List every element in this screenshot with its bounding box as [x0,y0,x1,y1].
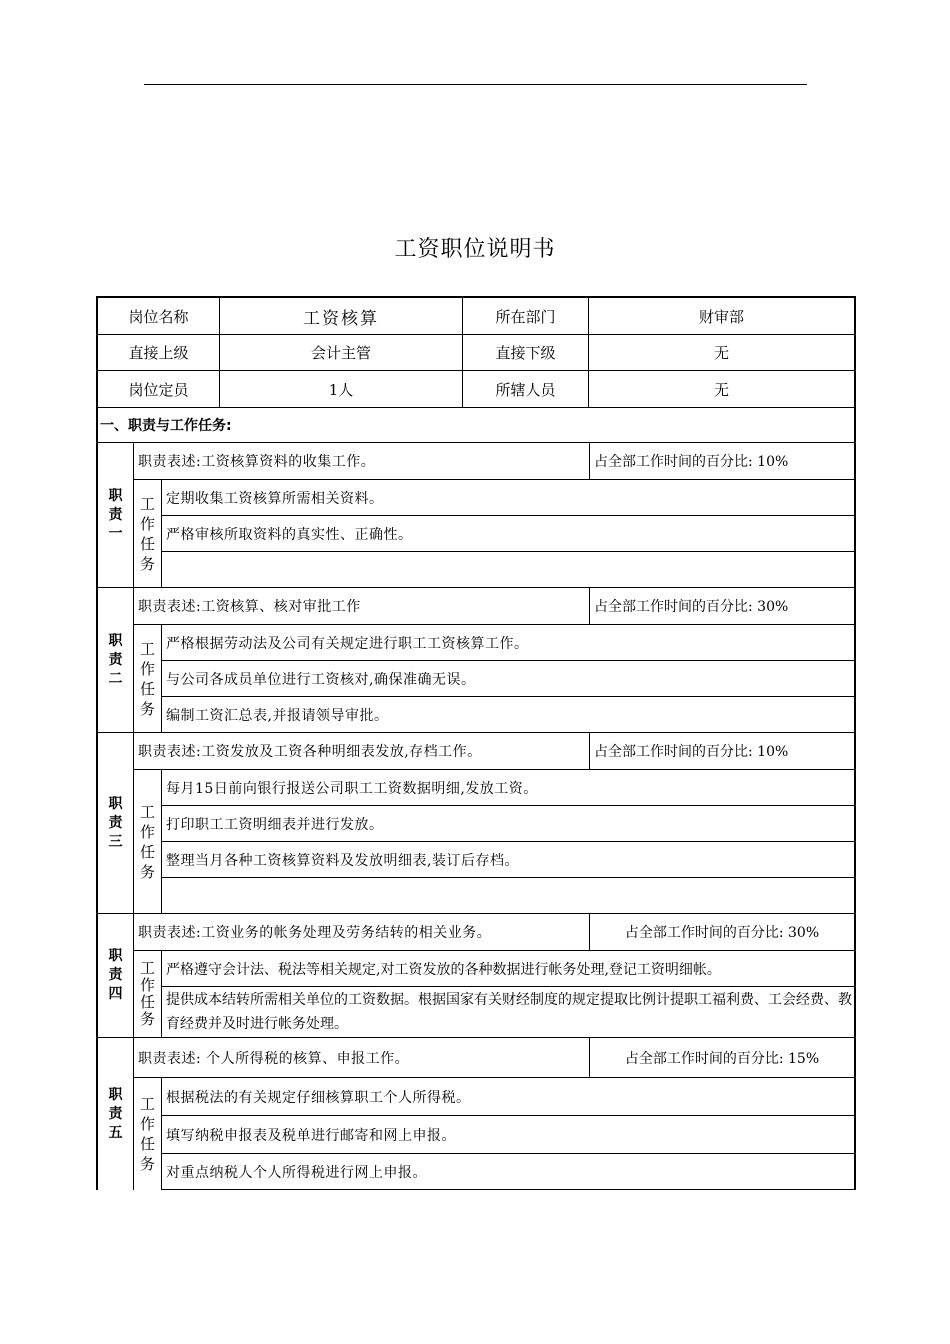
duty-2-task-2: 与公司各成员单位进行工资核对,确保准确无误。 [162,661,854,697]
header-rule [144,84,807,85]
section-heading: 一、职责与工作任务: [98,408,854,443]
duty-1-label: 职 责 一 [98,443,134,588]
label-headcount: 岗位定员 [98,371,220,408]
duty-5-task-1: 根据税法的有关规定仔细核算职工个人所得税。 [162,1078,854,1116]
duty-1-task-label: 工 作 任 务 [134,480,162,588]
duty-4-task-label: 工 作 任 务 [134,951,162,1038]
duty-2-label: 职 责 二 [98,588,134,733]
label-department: 所在部门 [463,298,589,335]
duty-2-task-1: 严格根据劳动法及公司有关规定进行职工工资核算工作。 [162,625,854,661]
duty-5-task-3: 对重点纳税人个人所得税进行网上申报。 [162,1154,854,1190]
duty-3-label: 职 责 三 [98,733,134,914]
duty-1-percent: 占全部工作时间的百分比: 10% [590,443,854,480]
duty-2-statement: 职责表述:工资核算、核对审批工作 [134,588,590,625]
duty-1-task-3 [162,552,854,588]
label-position-name: 岗位名称 [98,298,220,335]
duty-3-statement: 职责表述:工资发放及工资各种明细表发放,存档工作。 [134,733,590,770]
duty-5-label: 职 责 五 [98,1038,134,1190]
duty-1-task-1: 定期收集工资核算所需相关资料。 [162,480,854,516]
job-description-table [96,296,856,1190]
duty-5-percent: 占全部工作时间的百分比: 15% [590,1038,854,1078]
duty-3-task-2: 打印职工工资明细表并进行发放。 [162,806,854,842]
value-department: 财审部 [589,298,854,335]
label-staff-managed: 所辖人员 [463,371,589,408]
value-headcount: 1人 [220,371,463,408]
page-title: 工资职位说明书 [394,237,556,262]
value-direct-superior: 会计主管 [220,335,463,371]
duty-4-task-2: 提供成本结转所需相关单位的工资数据。根据国家有关财经制度的规定提取比例计提职工福利费、工会经费、教育经费并及时进行帐务处理。 [162,987,854,1038]
duty-3-task-1: 每月15日前向银行报送公司职工工资数据明细,发放工资。 [162,770,854,806]
duty-2-task-label: 工 作 任 务 [134,625,162,733]
duty-2-task-3: 编制工资汇总表,并报请领导审批。 [162,697,854,733]
duty-4-label: 职 责 四 [98,914,134,1038]
duty-3-task-4 [162,878,854,914]
duty-1-task-2: 严格审核所取资料的真实性、正确性。 [162,516,854,552]
duty-4-percent: 占全部工作时间的百分比: 30% [590,914,854,951]
duty-5-task-label: 工 作 任 务 [134,1078,162,1190]
label-direct-superior: 直接上级 [98,335,220,371]
duty-4-task-1: 严格遵守会计法、税法等相关规定,对工资发放的各种数据进行帐务处理,登记工资明细帐。 [162,951,854,987]
duty-3-percent: 占全部工作时间的百分比: 10% [590,733,854,770]
value-direct-subordinate: 无 [589,335,854,371]
duty-5-statement: 职责表述: 个人所得税的核算、申报工作。 [134,1038,590,1078]
duty-1-statement: 职责表述:工资核算资料的收集工作。 [134,443,590,480]
value-position-name: 工资核算 [220,298,463,335]
duty-3-task-label: 工 作 任 务 [134,770,162,914]
duty-4-statement: 职责表述:工资业务的帐务处理及劳务结转的相关业务。 [134,914,590,951]
value-staff-managed: 无 [589,371,854,408]
label-direct-subordinate: 直接下级 [463,335,589,371]
duty-5-task-2: 填写纳税申报表及税单进行邮寄和网上申报。 [162,1116,854,1154]
duty-3-task-3: 整理当月各种工资核算资料及发放明细表,装订后存档。 [162,842,854,878]
duty-2-percent: 占全部工作时间的百分比: 30% [590,588,854,625]
